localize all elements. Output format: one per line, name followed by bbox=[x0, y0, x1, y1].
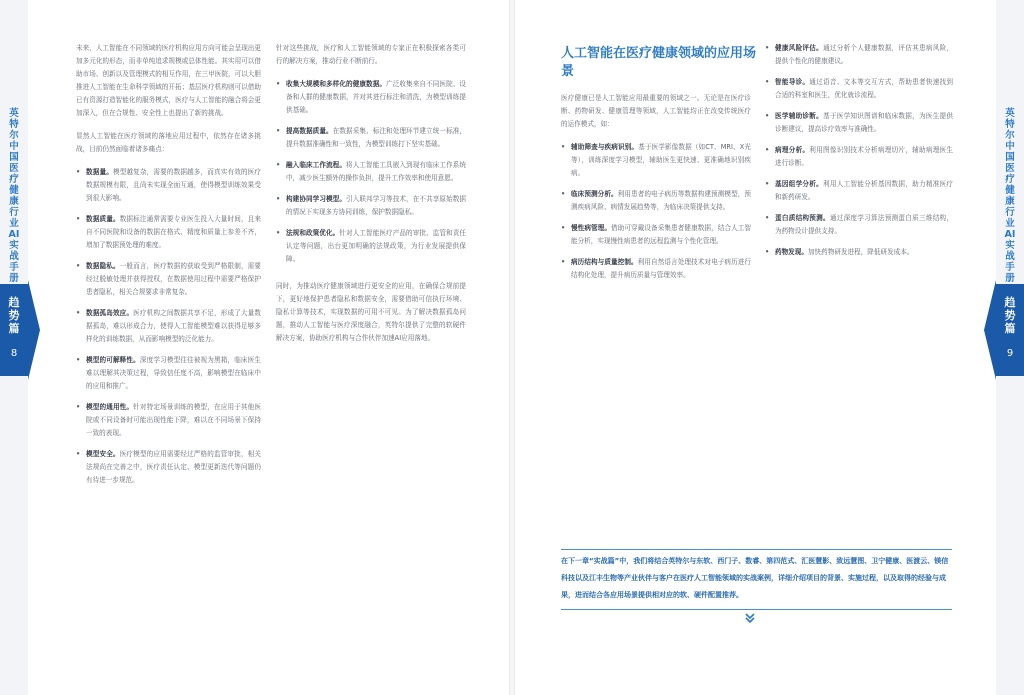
list-item: • 辅助筛查与疾病识别。基于医学影像数据（如CT、MRI、X光等），训练深度学习模型，辅助医生更快速、更准确地识别疾病。 bbox=[561, 141, 751, 180]
cta-divider-bottom bbox=[561, 609, 952, 610]
list-item: • 基因组学分析。利用人工智能分析基因数据，助力精准医疗和新药研发。 bbox=[765, 178, 953, 204]
list-item: • 数据量。模型越复杂，需要的数据越多，而真实有效的医疗数据规模有限，且尚未实现全面互通，使得模型训练效果受到很大影响。 bbox=[76, 166, 261, 205]
page-number: 9 bbox=[1006, 348, 1014, 359]
next-chapter-callout: 在下一章“实战篇”中，我们将结合英特尔与东软、西门子、数睿、第四范式、汇医慧影、致远慧图、卫宁健康、医渡云、镁信科技以及江丰生物等产业伙伴与客户在医疗人工智能领域的实战案例，详细介绍项目的背景、实施过程，以及取得的经验与成果，进而结合各应用场景提供相对应的软、硬件配置推荐。 bbox=[561, 557, 949, 599]
left-side-strip bbox=[0, 0, 28, 695]
chapter-badge-right bbox=[996, 284, 1024, 376]
solutions-intro: 针对这些挑战，医疗和人工智能领域的专家正在积极探索各类可行的解决方案，推动行业不断前行。 bbox=[276, 44, 466, 65]
cta-divider-top bbox=[561, 549, 952, 550]
list-item: • 法规和政策优化。针对人工智能医疗产品的审批、监管和责任认定等问题，出台更加明确的法规政策，为行业发展提供保障。 bbox=[276, 227, 466, 266]
list-item: • 融入临床工作流程。将人工智能工具嵌入到现有临床工作系统中，减少医生额外的操作负担，提升工作效率和使用意愿。 bbox=[276, 159, 466, 185]
chapter-badge-left bbox=[0, 284, 28, 376]
list-item: • 数据孤岛效应。医疗机构之间数据共享不足，形成了大量数据孤岛，难以形成合力，使得人工智能模型难以获得足够多样化的训练数据，从而影响模型的泛化能力。 bbox=[76, 307, 261, 346]
list-item: • 病历结构与质量控制。利用自然语言处理技术对电子病历进行结构化处理，提升病历质量与管理效率。 bbox=[561, 256, 751, 282]
intro-paragraph: 未来，人工智能在不同领域的医疗机构应用方向可能会呈现出更加多元化的形态，而非单纯追求规模或总体性能。其实用可以借助市场、创新以及管理模式的相互作用，在三甲医院，可以大胆推进人工智能在生命科学领域的开拓；基层医疗机构则可以借助已有资源打造智能化的服务模式，医疗与人工智能的融合将会更加深入，但在合规性、安全性上也提出了新的挑战。 bbox=[76, 44, 261, 117]
badge-arrow-icon bbox=[984, 280, 996, 380]
solutions-list bbox=[276, 78, 466, 266]
challenges-paragraph: 显然人工智能在医疗领域的落地应用过程中，依然存在诸多挑战，目前仍然面临着诸多痛点： bbox=[76, 132, 261, 153]
page-number: 8 bbox=[10, 348, 18, 359]
list-item: • 医学辅助诊断。基于医学知识图谱和临床数据，为医生提供诊断建议，提高诊疗效率与准确性。 bbox=[765, 110, 953, 136]
list-item: • 数据隐私。一般而言，医疗数据的获取受到严格限制，需要经过脱敏处理并获得授权，在数据使用过程中需要严格保护患者隐私，相关合规要求非常复杂。 bbox=[76, 260, 261, 299]
summary-paragraph: 同时，为推动医疗健康领域进行更安全的应用，在确保合规前提下，更好地保护患者隐私和数据安全，需要借助可信执行环境、隐私计算等技术，实现数据的可用不可见。为了解决数据孤岛问题，推动人工智能与医疗深度融合，英特尔提供了完整的软硬件解决方案，协助医疗机构与合作伙伴加速AI应用落地。 bbox=[276, 282, 466, 342]
page-gutter bbox=[509, 0, 515, 695]
side-title-left: 英特尔中国医疗健康行业AI实战手册 bbox=[8, 108, 20, 284]
right-column-1 bbox=[561, 92, 751, 290]
list-item: • 模型的可解释性。深度学习模型往往被视为黑箱，临床医生难以理解其决策过程，导致信任度不高，影响模型在临床中的应用和推广。 bbox=[76, 354, 261, 393]
list-item: • 慢性病管理。借助可穿戴设备采集患者健康数据，结合人工智能分析，实现慢性病患者的远程监测与个性化管理。 bbox=[561, 222, 751, 248]
list-item: • 蛋白质结构预测。通过深度学习算法预测蛋白质三维结构，为药物设计提供支持。 bbox=[765, 212, 953, 238]
list-item: • 模型的通用性。针对特定场景训练的模型，在应用于其他医院或不同设备时可能出现性能下降，难以在不同场景下保持一致的表现。 bbox=[76, 401, 261, 440]
badge-label: 趋势篇 bbox=[8, 296, 20, 335]
badge-label: 趋势篇 bbox=[1004, 296, 1016, 335]
challenges-list bbox=[76, 166, 261, 487]
left-column-1 bbox=[76, 42, 261, 495]
scenarios-list-2 bbox=[765, 42, 953, 259]
list-item: • 智能导诊。通过语音、文本等交互方式，帮助患者快速找到合适的科室和医生，优化就诊流程。 bbox=[765, 76, 953, 102]
list-item: • 临床预测分析。利用患者的电子病历等数据构建预测模型，预测疾病风险、病情发展趋势等，为临床决策提供支持。 bbox=[561, 188, 751, 214]
list-item: • 药物发现。加快药物研发进程，降低研发成本。 bbox=[765, 246, 953, 259]
scenarios-list bbox=[561, 141, 751, 282]
section-title: 人工智能在医疗健康领域的应用场景 bbox=[561, 46, 757, 79]
left-column-2 bbox=[276, 42, 466, 355]
scenarios-intro: 医疗健康已是人工智能应用最重要的领域之一。无论是在医疗诊断、药物研发、健康管理等领域，人工智能均正在改变传统医疗的运作模式，如： bbox=[561, 94, 751, 128]
list-item: • 数据质量。数据标注通常需要专业医生投入大量时间，且来自不同医院和设备的数据在格式、精度和质量上参差不齐，增加了数据预处理的难度。 bbox=[76, 213, 261, 252]
right-side-strip bbox=[996, 0, 1024, 695]
list-item: • 构建协同学习模型。引入联邦学习等技术，在不共享原始数据的情况下实现多方协同训练，保护数据隐私。 bbox=[276, 193, 466, 219]
list-item: • 模型安全。医疗模型的应用需要经过严格的监管审批，相关法规尚在完善之中，医疗责任认定、模型更新迭代等问题仍有待进一步规范。 bbox=[76, 448, 261, 487]
double-chevron-down-icon[interactable] bbox=[744, 612, 756, 624]
list-item: • 收集大规模和多样化的健康数据。广泛收集来自不同医院、设备和人群的健康数据，并对其进行标注和清洗，为模型训练提供基础。 bbox=[276, 78, 466, 117]
list-item: • 提高数据质量。在数据采集、标注和处理环节建立统一标准，提升数据准确性和一致性，为模型训练打下坚实基础。 bbox=[276, 125, 466, 151]
list-item: • 病理分析。利用图像识别技术分析病理切片，辅助病理医生进行诊断。 bbox=[765, 144, 953, 170]
right-column-2 bbox=[765, 42, 953, 267]
badge-arrow-icon bbox=[28, 280, 40, 380]
list-item: • 健康风险评估。通过分析个人健康数据，评估其患病风险，提供个性化的健康建议。 bbox=[765, 42, 953, 68]
side-title-right: 英特尔中国医疗健康行业AI实战手册 bbox=[1004, 108, 1016, 284]
